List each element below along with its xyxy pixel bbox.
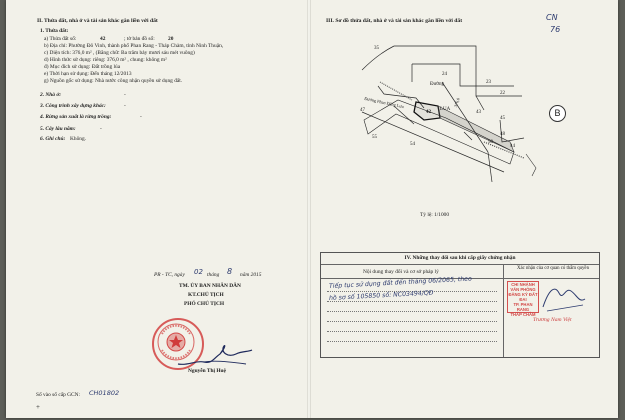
change-entry-line-2: hồ sơ số 105850 số: NC03494/QĐ (328, 289, 434, 302)
stamp-line-3: ĐĂNG KÝ ĐẤT ĐAI (508, 292, 538, 302)
section-iii-title: III. Sơ đồ thửa đất, nhà ở và tài sản khác gắn liền với đất (326, 18, 463, 24)
map-number-43: 43 (476, 110, 481, 115)
other-construction-heading: 3. Công trình xây dựng khác: (40, 103, 106, 109)
construction-dash: - (124, 103, 126, 109)
land-plot-heading: 1. Thửa đất: (40, 28, 69, 34)
authority-line-1: TM. ỦY BAN NHÂN DÂN (179, 283, 241, 289)
map-number-44: 44 (510, 144, 515, 149)
entry-line-4 (327, 321, 497, 322)
map-number-55: 55 (372, 135, 377, 140)
parcel-area: 376,0 (452, 97, 461, 108)
map-number-45: 45 (500, 116, 505, 121)
map-number-48: 48 (500, 132, 505, 137)
map-scale: Tỷ lệ: 1/1000 (420, 212, 450, 218)
entry-line-5 (327, 331, 497, 332)
issue-month-label: tháng (207, 272, 220, 278)
map-number-54: 54 (410, 142, 415, 147)
registry-label: Số vào sổ cấp GCN: (36, 392, 81, 398)
authority-line-2: KT.CHỦ TỊCH (188, 292, 224, 298)
changes-table-title: IV. Những thay đổi sau khi cấp giấy chứng nhận (404, 255, 516, 261)
map-number-47: 47 (360, 108, 365, 113)
branch-office-stamp (507, 281, 539, 317)
map-number-50: 50 (488, 140, 493, 145)
plot-number-value: 42 (100, 36, 106, 42)
officer-name: Trương Nam Việt (533, 317, 572, 323)
parcel-use: LUA (440, 107, 451, 112)
changes-table (320, 252, 600, 358)
entry-line-6 (327, 341, 497, 342)
stamp-line-1: CHI NHÁNH (511, 282, 535, 287)
issue-month: 8 (227, 267, 233, 276)
col-content-header: Nội dung thay đổi và cơ sở pháp lý (363, 269, 439, 275)
house-dash: - (124, 92, 126, 98)
road-label-2: Đường Phan Đăng Lưu (363, 95, 405, 110)
usage-form-line: d) Hình thức sử dụng: riêng: 376,0 m² , chung: không m² (44, 57, 167, 63)
usage-purpose-line: đ) Mục đích sử dụng: Đất trồng lúa (44, 64, 121, 70)
stamp-line-2: VĂN PHÒNG (510, 287, 536, 292)
entry-line-3 (327, 311, 497, 312)
corner-note-line-2: 76 (550, 25, 561, 34)
map-sheet-label: ; tờ bản đồ số: (124, 36, 155, 42)
road-label-1: Đường (430, 82, 444, 87)
col-confirm-header: Xác nhận của cơ quan có thẩm quyền (517, 266, 589, 271)
forest-heading: 4. Rừng sản xuất là rừng trồng: (40, 114, 112, 120)
registry-value: CH01802 (89, 389, 120, 397)
house-heading: 2. Nhà ở: (40, 92, 62, 98)
usage-origin-line: g) Nguồn gốc sử dụng: Nhà nước công nhận quyền sử dụng đất. (44, 78, 183, 84)
signer-name: Nguyễn Thị Huệ (188, 368, 226, 374)
map-number-35: 35 (374, 46, 379, 51)
parcel-number: 42 (426, 110, 431, 115)
issue-day: 02 (194, 268, 203, 276)
perennial-heading: 5. Cây lâu năm: (40, 126, 76, 132)
plot-number-label: a) Thửa đất số: (44, 36, 77, 42)
address-line: b) Địa chỉ: Phường Đô Vinh, thành phố Phan Rang - Tháp Chàm, tỉnh Ninh Thuận, (44, 43, 224, 49)
section-ii-title: II. Thửa đất, nhà ở và tài sản khác gắn liền với đất (37, 18, 158, 24)
map-number-22: 22 (500, 91, 505, 96)
stamp-line-5: THÁP CHÀM (510, 312, 536, 317)
map-marker-b: B (549, 105, 566, 122)
corner-note-line-1: CN (546, 13, 558, 22)
map-sheet-value: 20 (168, 36, 174, 42)
entry-line-2 (327, 301, 497, 302)
map-number-23: 23 (486, 80, 491, 85)
left-page (6, 0, 306, 418)
area-line: c) Diện tích: 376,0 m² , (Bằng chữ: Ba trăm bảy mươi sáu mét vuông) (44, 50, 195, 56)
notes-value: Không. (70, 136, 87, 142)
parcel-map (354, 42, 554, 190)
forest-dash: - (140, 114, 142, 120)
issue-year: năm 2015 (240, 272, 262, 278)
center-fold (307, 0, 311, 418)
table-divider (321, 264, 599, 265)
issue-date-prefix: PR - TC, ngày (154, 272, 185, 278)
notes-heading: 6. Ghi chú: (40, 136, 66, 142)
usage-term-line: e) Thời hạn sử dụng: Đến tháng 12/2013 (44, 71, 132, 77)
officer-signature (539, 281, 589, 317)
right-page (312, 0, 618, 418)
change-entry-line-1: Tiếp tục sử dụng đất đến tháng 06/2065, theo (328, 275, 472, 290)
authority-line-3: PHÓ CHỦ TỊCH (184, 301, 225, 307)
bottom-mark: + (36, 403, 40, 411)
map-number-24: 24 (442, 72, 447, 77)
stamp-line-4: TP. PHAN RANG (513, 302, 533, 312)
perennial-dash: - (100, 126, 102, 132)
vice-chairman-signature (174, 340, 254, 370)
certificate-sheet (6, 0, 618, 418)
